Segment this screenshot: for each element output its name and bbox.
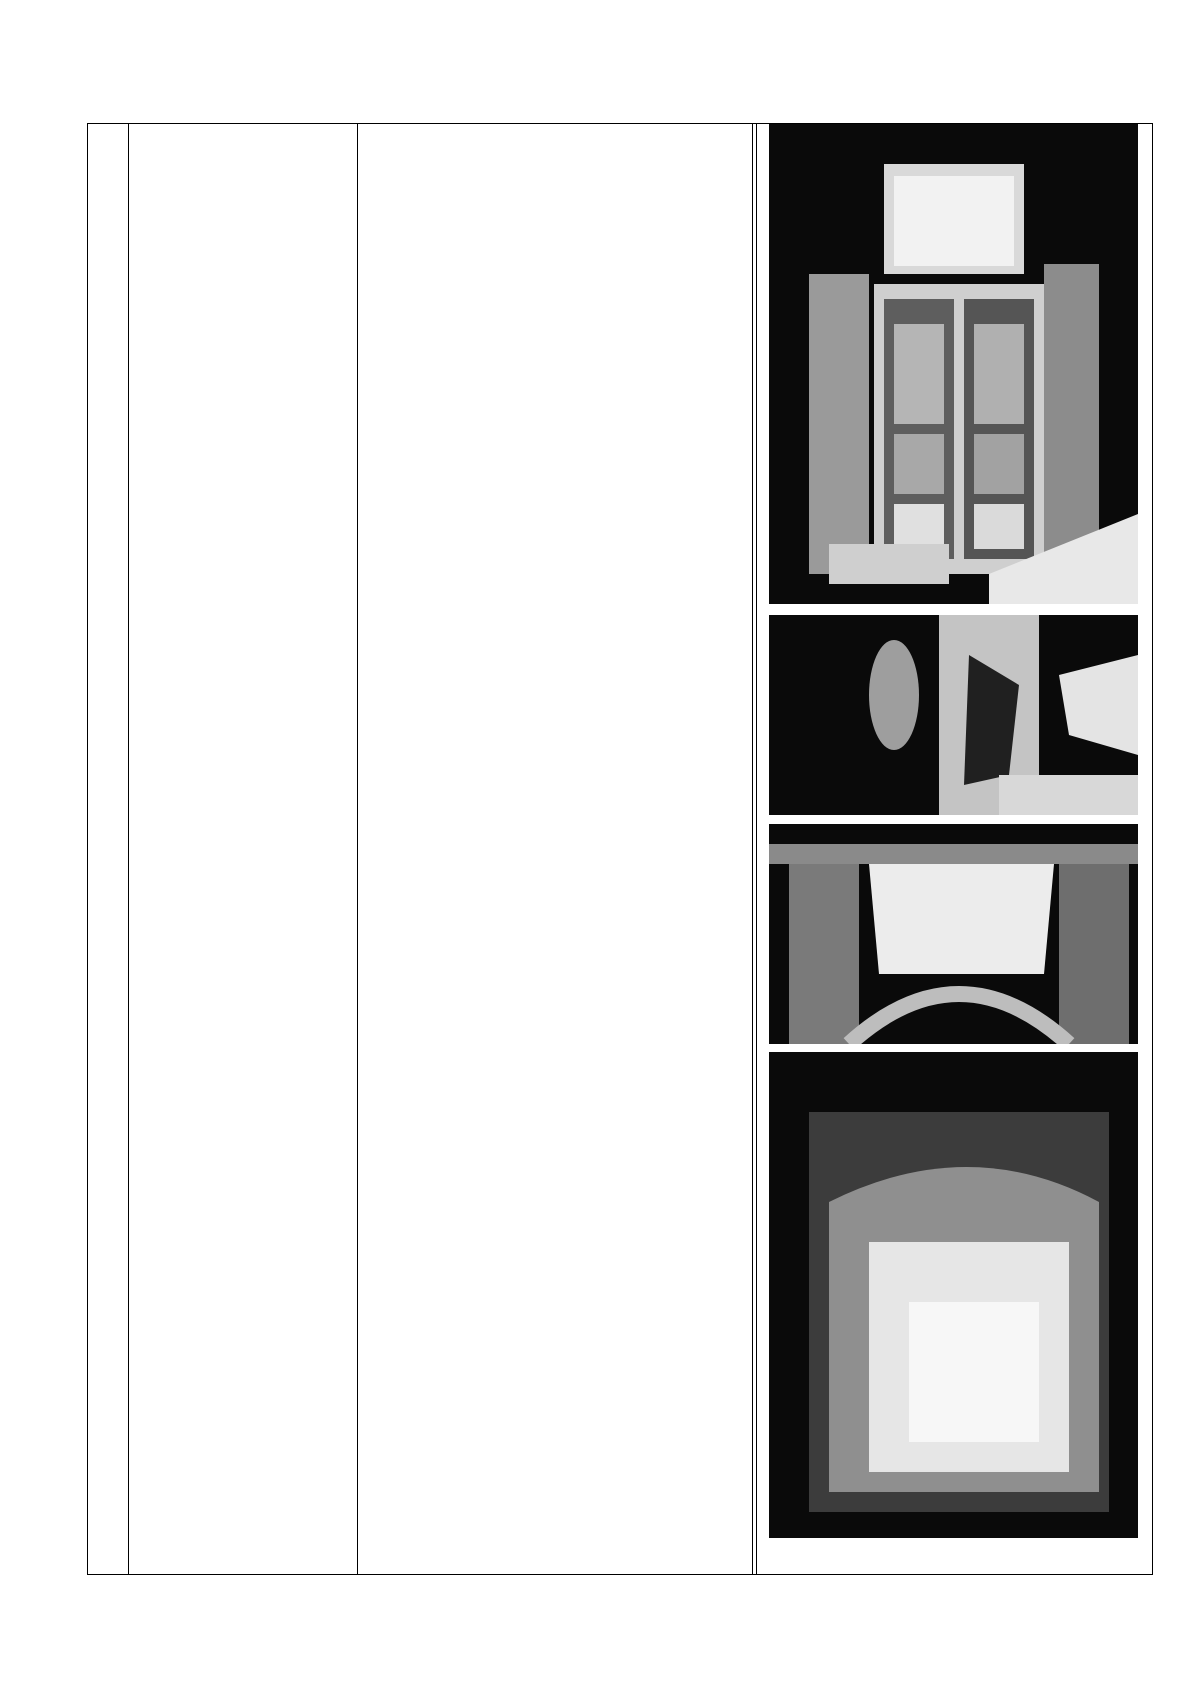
column-divider	[752, 124, 753, 1574]
column-divider	[357, 124, 358, 1574]
description-cell	[371, 124, 769, 155]
heritage-table	[87, 123, 1153, 1575]
photo-arched-frame	[769, 824, 1138, 1044]
column-divider	[756, 124, 757, 1574]
photo-door	[769, 124, 1138, 604]
column-divider	[128, 124, 129, 1574]
photo-damask-panel	[769, 1052, 1138, 1538]
photo-capital	[769, 615, 1138, 815]
